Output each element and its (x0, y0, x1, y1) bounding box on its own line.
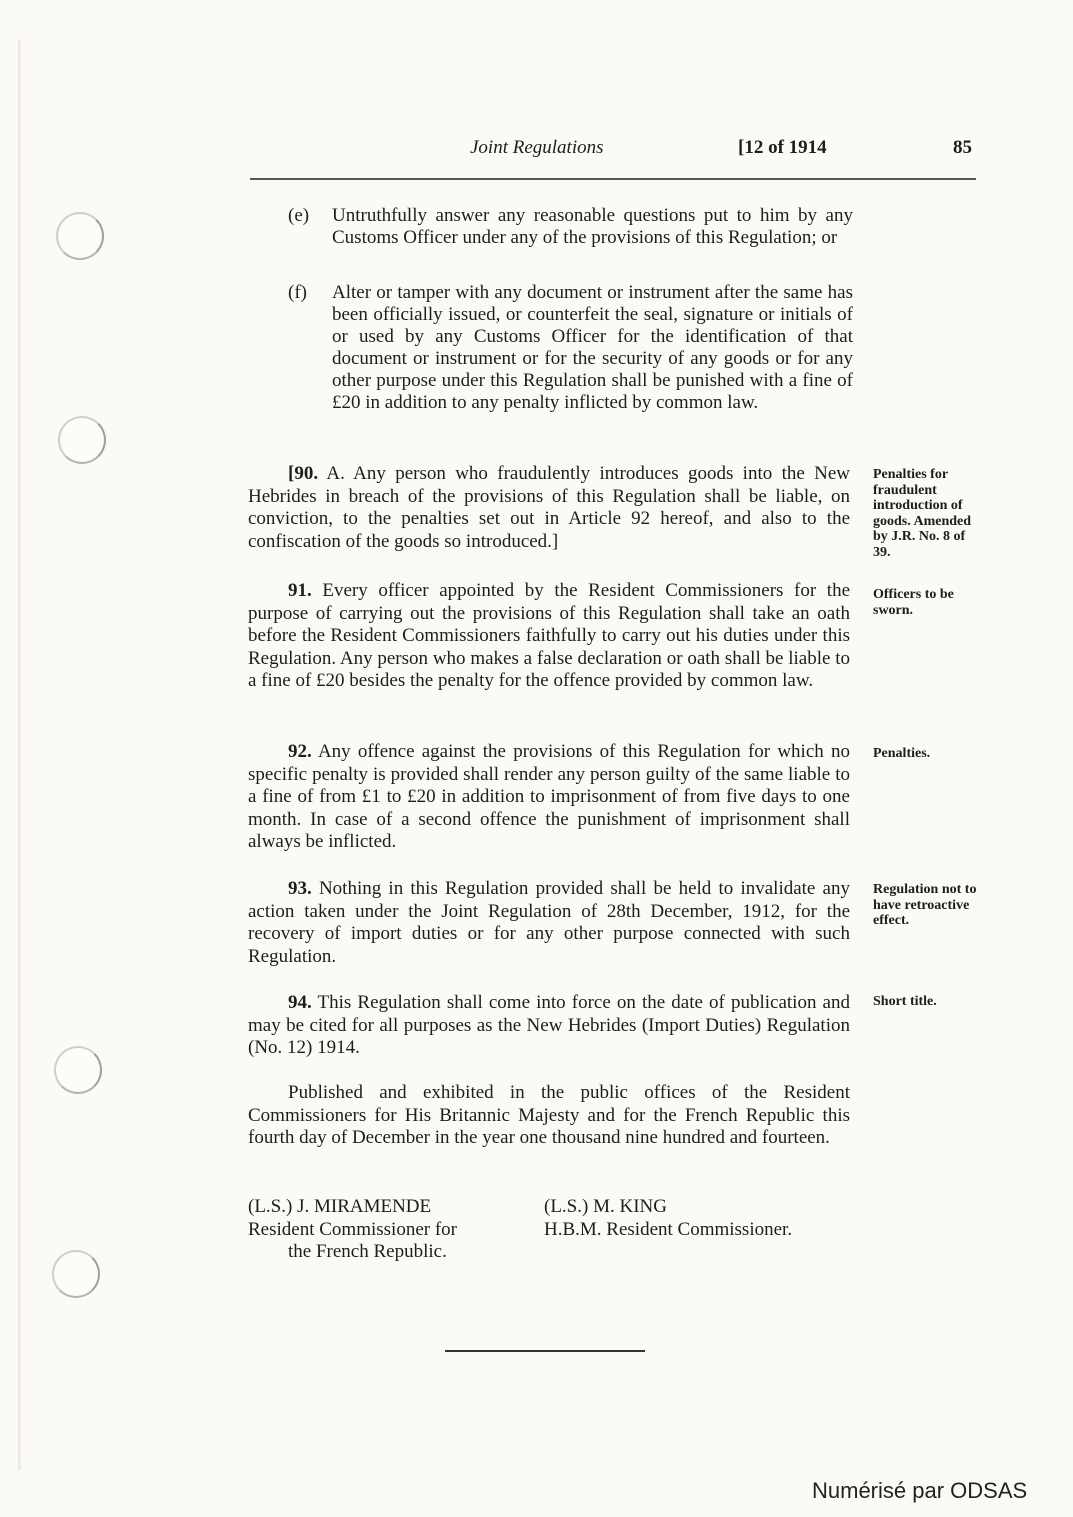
punch-hole (52, 1250, 100, 1298)
margin-note-short-title: Short title. (873, 994, 937, 1009)
signatory-title: H.B.M. Resident Commissioner. (544, 1218, 793, 1240)
page-number: 85 (953, 137, 972, 158)
margin-note-penalties-fraudulent: Penalties for fraudulent introduction of goods. Amended by J.R. No. 8 of 39. (873, 467, 972, 560)
list-item-text: Untruthfully answer any reasonable questions put to him by any Customs Officer under any of the provisions of this Regulation; or (332, 205, 853, 248)
list-item-f (288, 282, 853, 414)
signatory-title: Resident Commissioner for (248, 1218, 457, 1240)
section-text: Every officer appointed by the Resident Commissioners for the purpose of carrying out the provisions of this Regulation shall take an oath before the Resident Commissioners faithfully to carry out his duties under this Regulation. Any person who makes a false declaration or oath shall be liable to a fine of £20 besides the penalty for the offence provided by common law. (248, 580, 851, 691)
section-number: 91. (288, 580, 312, 601)
running-header-title: Joint Regulations (470, 137, 604, 158)
margin-note-officers-sworn: Officers to be sworn. (873, 587, 954, 618)
section-number: 93. (288, 878, 312, 899)
section-number: [90. (288, 463, 319, 484)
section-number: 94. (288, 992, 312, 1013)
section-text: This Regulation shall come into force on the date of publication and may be cited for all purposes as the New Hebrides (Import Duties) Regulation (No. 12) 1914. (248, 992, 850, 1058)
punch-hole (58, 416, 106, 464)
section-91 (248, 580, 850, 693)
punch-hole (54, 1046, 102, 1094)
section-text: A. Any person who fraudulently introduces goods into the New Hebrides in breach of the provisions of this Regulation shall be liable, on conviction, to the penalties set out in Article 92 hereof, and also to the confiscation of the goods so introduced.] (248, 463, 851, 552)
section-text: Any offence against the provisions of this Regulation for which no specific penalty is provided shall render any person guilty of the same liable to a fine of from £1 to £20 in addition to imprisonment of from five days to one month. In case of a second offence the punishment of imprisonment shall always be inflicted. (248, 741, 851, 852)
margin-note-not-retroactive: Regulation not to have retroactive effect. (873, 882, 977, 928)
signatory-title: the French Republic. (288, 1241, 447, 1262)
margin-note-penalties: Penalties. (873, 746, 931, 761)
section-90 (248, 463, 850, 553)
section-number: 92. (288, 741, 312, 762)
signatory-name: (L.S.) M. KING (544, 1196, 667, 1217)
digitization-credit: Numérisé par ODSAS (812, 1478, 1028, 1503)
section-94 (248, 992, 850, 1060)
end-rule (445, 1350, 645, 1352)
signature-block-british (544, 1196, 792, 1241)
list-item-label: (e) (288, 205, 310, 226)
page-edge-shadow (18, 40, 21, 1470)
publication-statement: Published and exhibited in the public offices of the Resident Commissioners for His Britannic Majesty and for the French Republic this fourth day of December in the year one thousand nine hundred and fourteen. (248, 1082, 850, 1148)
list-item-text: Alter or tamper with any document or instrument after the same has been officially issued, or counterfeit the seal, signature or initials of or used by any Customs Officer for the identification of that document or instrument or for the security of any goods or for any other purpose under this Regulation shall be punished with a fine of £20 in addition to any penalty inflicted by common law. (332, 282, 853, 413)
section-text: Nothing in this Regulation provided shall be held to invalidate any action taken under the Joint Regulation of 28th December, 1912, for the recovery of import duties or for any other purpose connected with such Regulation. (248, 878, 850, 967)
signatory-name: (L.S.) J. MIRAMENDE (248, 1196, 432, 1217)
section-93 (248, 878, 850, 968)
list-item-e (288, 205, 853, 249)
list-item-label: (f) (288, 282, 307, 303)
section-92 (248, 741, 850, 854)
header-rule (250, 178, 976, 180)
running-header-regulation-number: [12 of 1914 (738, 137, 827, 158)
signature-block-french (248, 1196, 457, 1264)
punch-hole (56, 212, 104, 260)
